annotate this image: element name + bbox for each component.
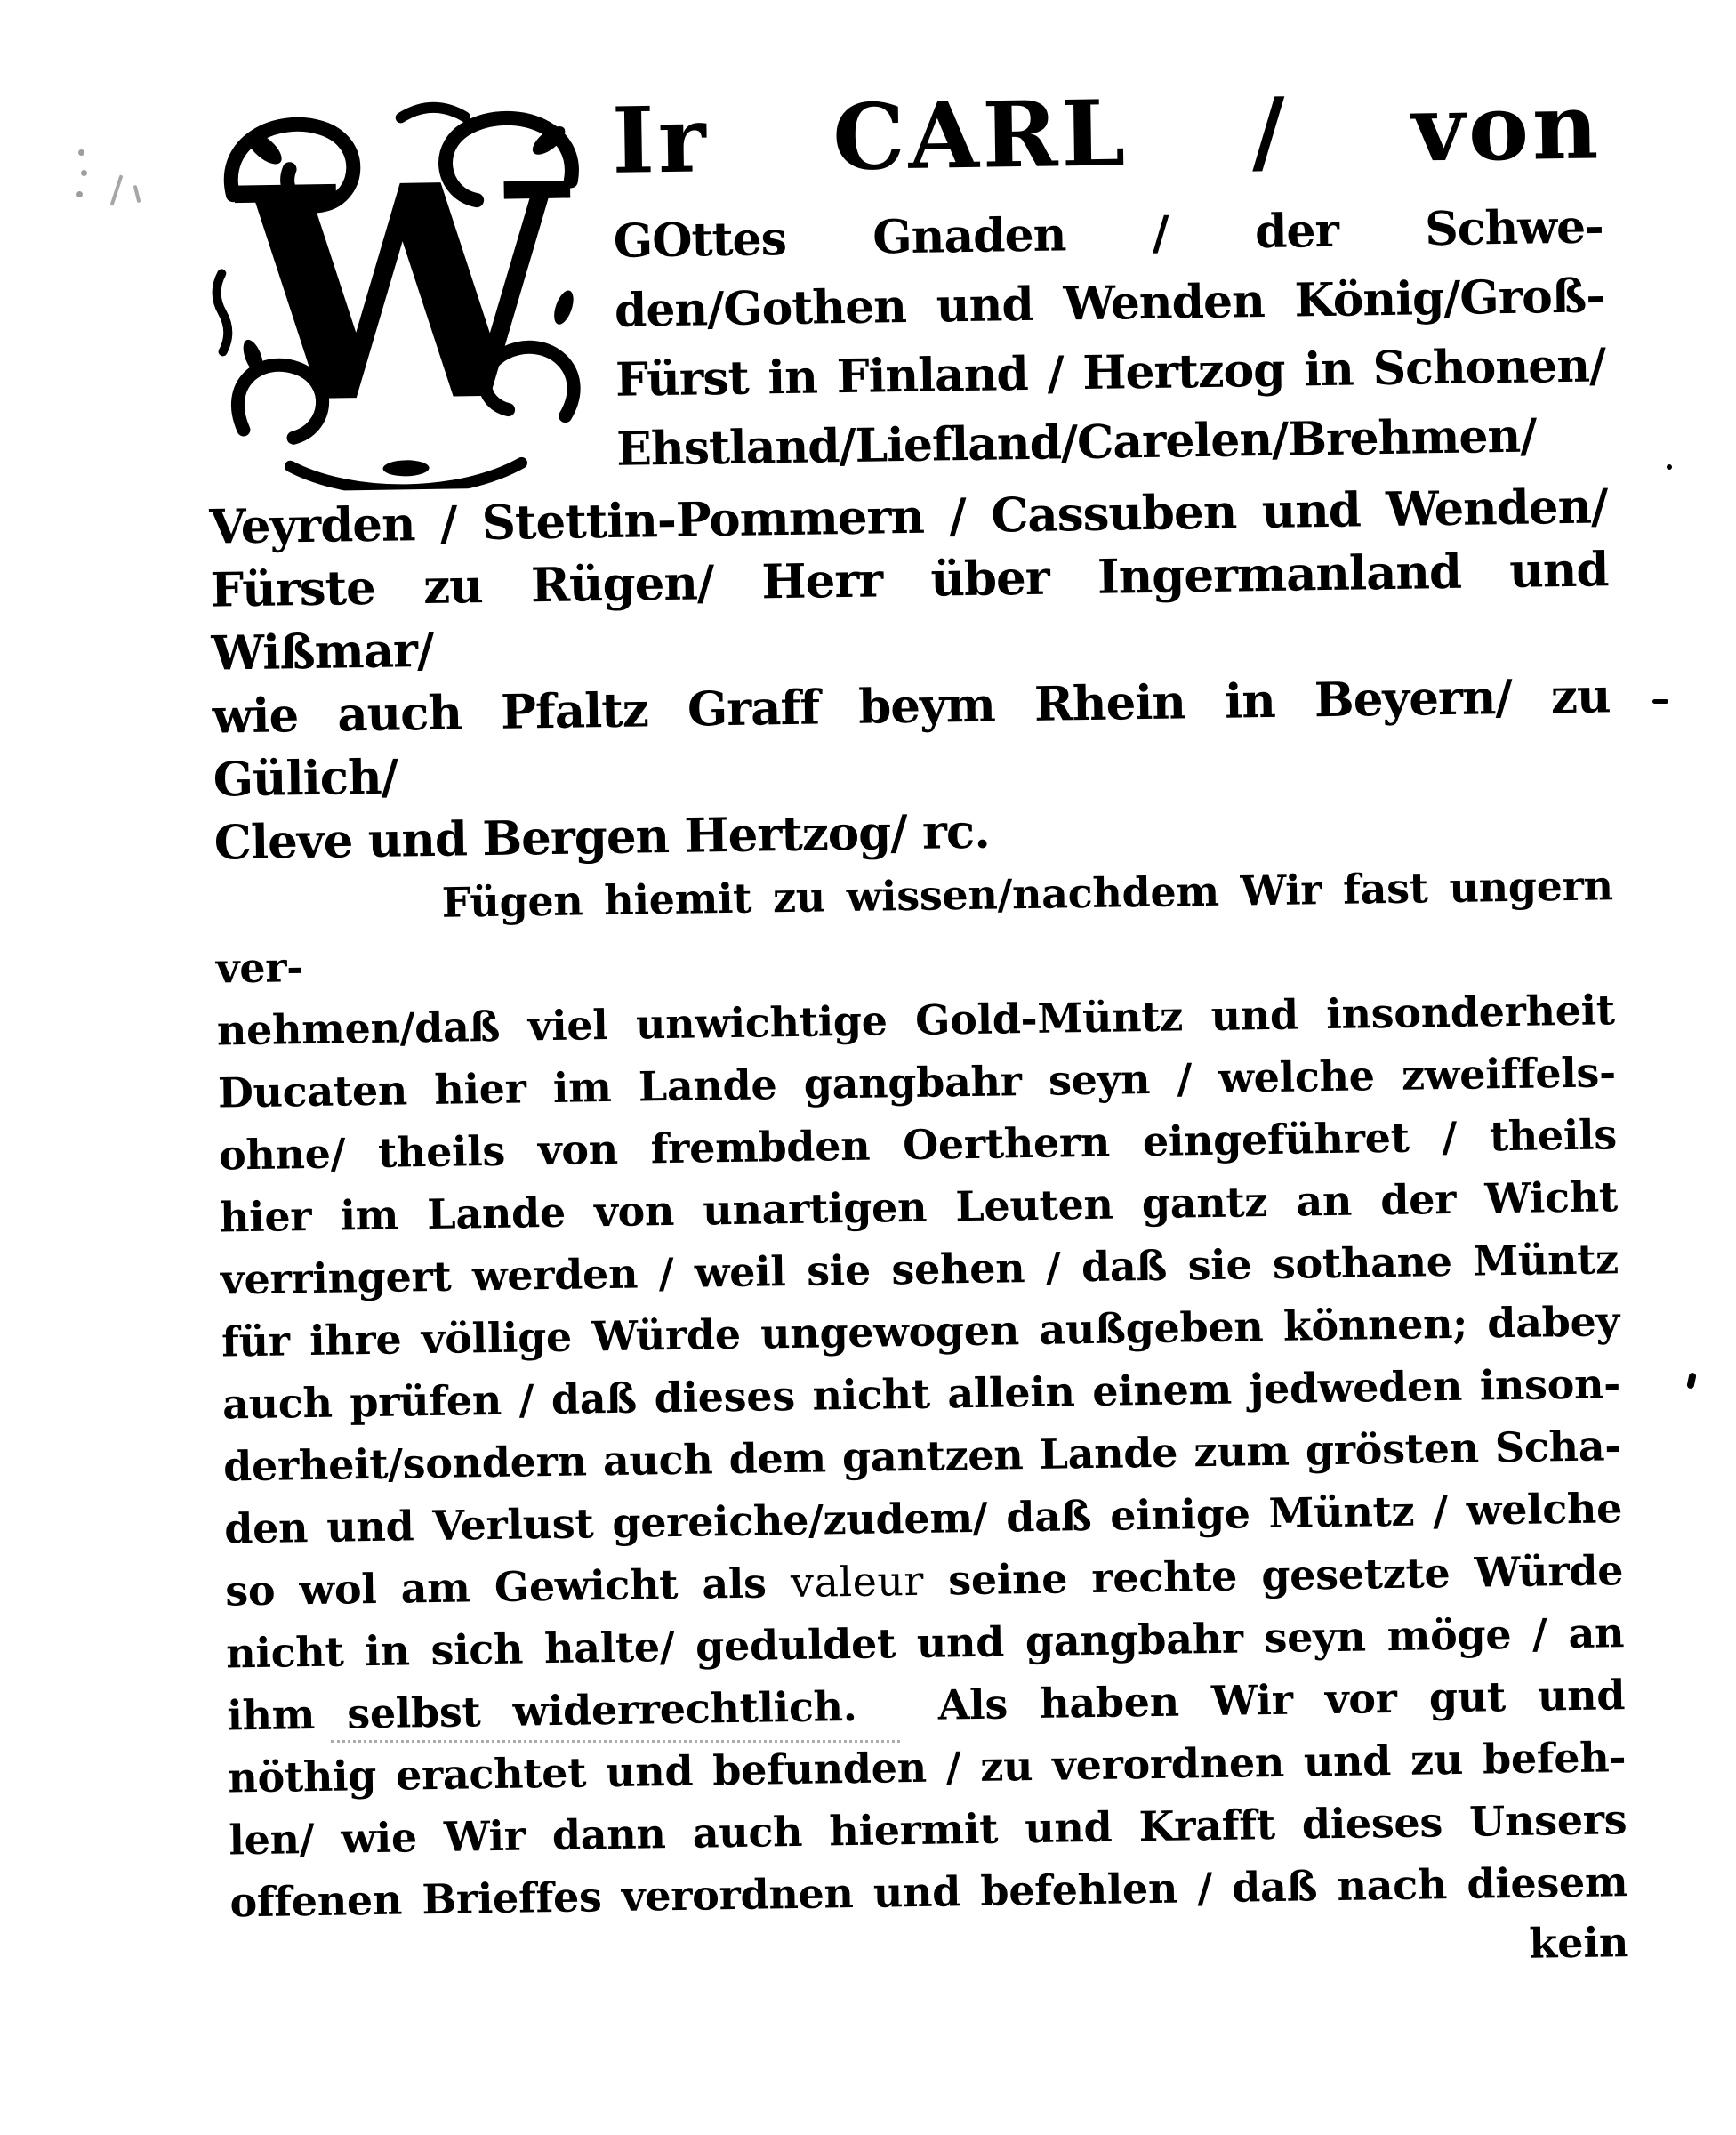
body-line: offenen Brieffes verordnen und befehlen / daß nach diesem (229, 1857, 1628, 1927)
body-line: nöthig erachtet und befunden / zu verordnen und zu befeh- (227, 1733, 1627, 1802)
body-line: len/ wie Wir dann auch hiermit und Krafft dieses Unsers (229, 1795, 1628, 1865)
body-line: verringert werden / weil sie sehen / daß sie sothane Müntz (220, 1235, 1619, 1304)
heading-line: Fürste zu Rügen/ Herr über Ingermanland und Wißmar/ (210, 542, 1609, 681)
pencil-mark (133, 185, 141, 203)
body-line: den und Verlust gereiche/zudem/ daß einige Müntz / welche (223, 1484, 1623, 1553)
body-line: für ihre völlige Würde ungewogen außgeben können; dabey (221, 1297, 1620, 1366)
antiqua-word: valeur (790, 1556, 925, 1607)
ink-speck (1652, 699, 1668, 704)
heading-royal-name: Ir CARL / von (611, 73, 1603, 195)
heading-line: Veyrden / Stettin-Pommern / Cassuben und Wenden/ (209, 479, 1608, 555)
drop-cap-initial-W (203, 85, 605, 493)
ink-speck (1686, 1372, 1697, 1389)
ink-smudge (331, 1740, 900, 1743)
body-line: ohne/ theils von frembden Oerthern eingeführet / theils (218, 1110, 1618, 1180)
heading-line: GOttes Gnaden / der Schwe- (613, 199, 1604, 269)
body-line: nicht in sich halte/ geduldet und gangbahr seyn möge / an (225, 1608, 1625, 1678)
drop-cap-letter: W (236, 118, 571, 470)
heading-line: wie auch Pfaltz Graff beym Rhein in Beyern/ zu Gülich/ (212, 668, 1611, 808)
heading-line: den/Gothen und Wenden König/Groß- (614, 269, 1605, 338)
body-line: Ducaten hier im Lande gangbahr seyn / welche zweiffels- (217, 1048, 1617, 1117)
body-line-segment: seine rechte gesetzte Würde (947, 1546, 1624, 1605)
body-line: Fügen hiemit zu wissen/nachdem Wir fast ungern ver- (215, 861, 1614, 993)
pencil-mark (110, 174, 124, 205)
pencil-mark (78, 149, 84, 156)
body-line: hier im Lande von unartigen Leuten gantz an der Wicht (219, 1172, 1619, 1242)
catchword: kein (1528, 1918, 1629, 1968)
pencil-mark (81, 170, 87, 176)
body-line: auch prüfen / daß dieses nicht allein einem jedweden inson- (221, 1359, 1621, 1429)
ink-speck (1667, 464, 1672, 470)
body-line: nehmen/daß viel unwichtige Gold-Müntz und insonderheit (216, 986, 1616, 1055)
pencil-mark (76, 191, 83, 197)
text-block (203, 60, 1629, 1992)
heading-line: Cleve und Bergen Hertzog/ rc. (213, 803, 991, 871)
heading-line: Fürst in Finland / Hertzog in Schonen/ (615, 338, 1606, 407)
body-line-segment: so wol am Gewicht als (224, 1559, 768, 1615)
body-line: ihm selbst widerrechtlich. Als haben Wir vor gut und (226, 1671, 1626, 1740)
body-line: derheit/sondern auch dem gantzen Lande zum grösten Scha- (222, 1422, 1622, 1491)
heading-line: Ehstland/Liefland/Carelen/Brehmen/ (615, 408, 1537, 477)
